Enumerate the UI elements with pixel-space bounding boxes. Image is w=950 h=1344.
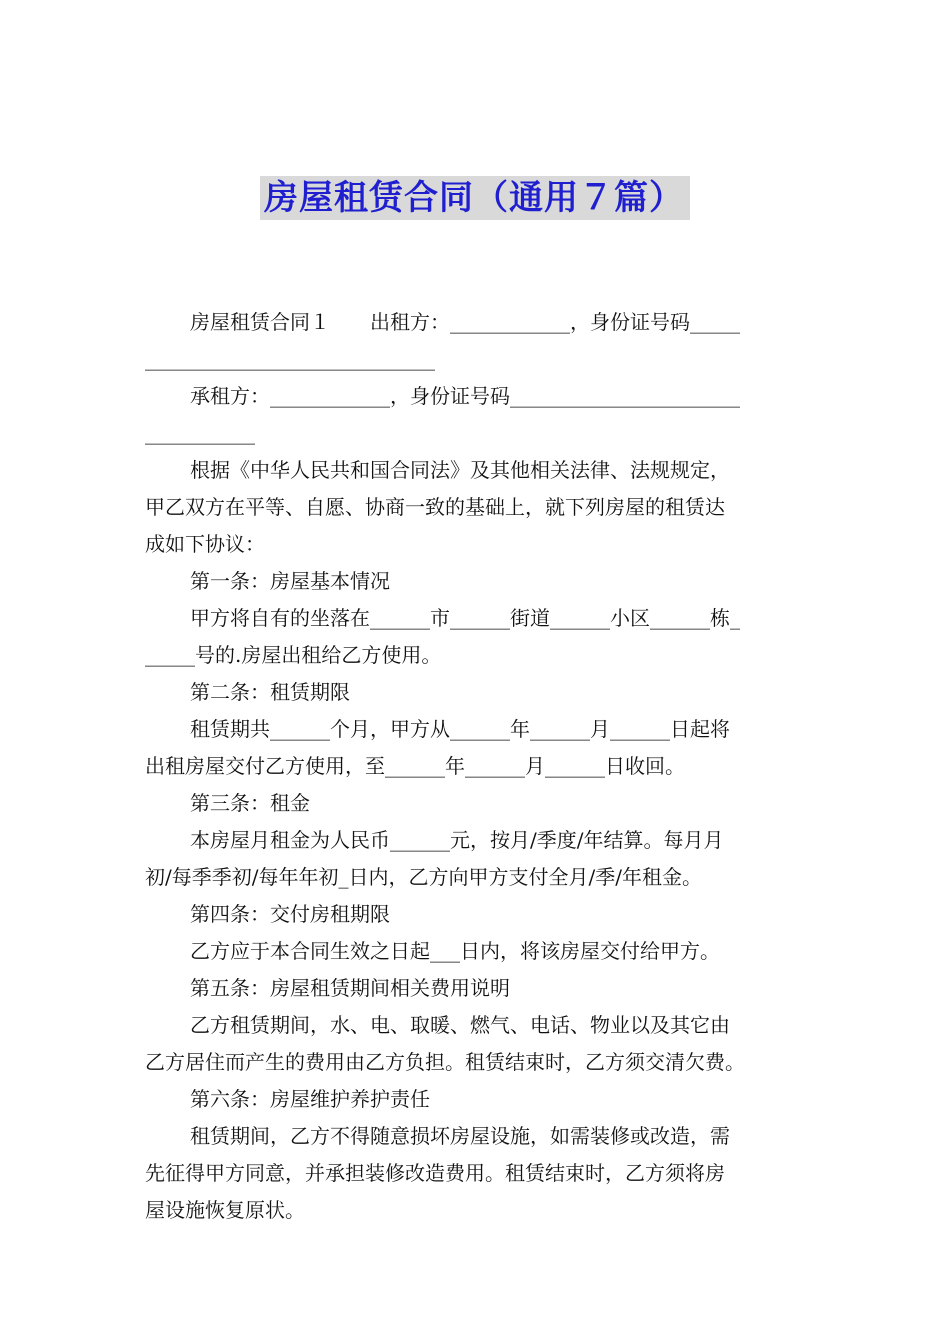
text-line: 租赁期共______个月，甲方从______年______月______日起将 xyxy=(190,717,730,741)
text-line: 乙方居住而产生的费用由乙方负担。租赁结束时，乙方须交清欠费。 xyxy=(145,1050,745,1074)
article-heading: 第四条：交付房租期限 xyxy=(190,902,390,926)
text-line: 根据《中华人民共和国合同法》及其他相关法律、法规规定， xyxy=(190,458,730,482)
text-line: 初/每季季初/每年年初_日内，乙方向甲方支付全月/季/年租金。 xyxy=(145,865,702,889)
document-body xyxy=(145,304,807,1229)
title-container xyxy=(0,176,950,220)
text-line: 出租房屋交付乙方使用，至______年______月______日收回。 xyxy=(145,754,685,778)
text-line: 屋设施恢复原状。 xyxy=(145,1198,305,1222)
text-line: 甲乙双方在平等、自愿、协商一致的基础上，就下列房屋的租赁达 xyxy=(145,495,725,519)
contract-heading-line: 房屋租赁合同１ 出租方：____________，身份证号码_____ xyxy=(190,310,740,334)
tenant-line: 承租方：____________，身份证号码_______________________ xyxy=(190,384,740,408)
document-title: 房屋租赁合同（通用７篇） xyxy=(260,176,690,220)
text-line: 乙方应于本合同生效之日起___日内，将该房屋交付给甲方。 xyxy=(190,939,720,963)
text-line: 甲方将自有的坐落在______市______街道______小区______栋_ xyxy=(190,606,740,630)
article-heading: 第五条：房屋租赁期间相关费用说明 xyxy=(190,976,510,1000)
text-line: 乙方租赁期间，水、电、取暖、燃气、电话、物业以及其它由 xyxy=(190,1013,730,1037)
article-heading: 第二条：租赁期限 xyxy=(190,680,350,704)
text-line: 先征得甲方同意，并承担装修改造费用。租赁结束时，乙方须将房 xyxy=(145,1161,725,1185)
text-line: 成如下协议： xyxy=(145,532,265,556)
text-line: _____号的.房屋出租给乙方使用。 xyxy=(145,643,442,667)
article-heading: 第六条：房屋维护养护责任 xyxy=(190,1087,430,1111)
article-heading: 第三条：租金 xyxy=(190,791,310,815)
text-line: 本房屋月租金为人民币______元，按月/季度/年结算。每月月 xyxy=(190,828,724,852)
text-line: ___________ xyxy=(145,421,255,445)
article-heading: 第一条：房屋基本情况 xyxy=(190,569,390,593)
text-line: _____________________________ xyxy=(145,347,435,371)
text-line: 租赁期间，乙方不得随意损坏房屋设施，如需装修或改造，需 xyxy=(190,1124,730,1148)
